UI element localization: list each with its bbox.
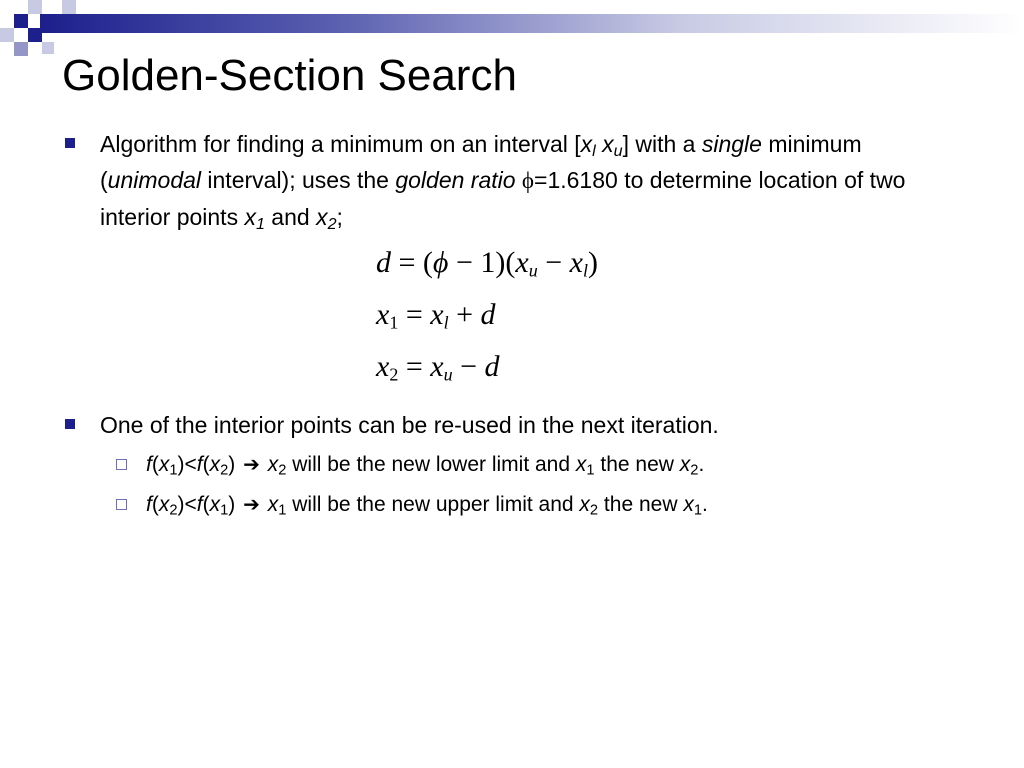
bullet-algorithm: Algorithm for finding a minimum on an interval [$x_l$ $x_u$] with a single minimum (unimodal interval); uses the golden ratio ϕ=1.6180 to determine location of two interior points $x_1$ and $x_2$; (62, 126, 962, 235)
bullet-reuse: One of the interior points can be re-used in the next iteration. (62, 407, 962, 443)
header-square (14, 42, 28, 56)
header-gradient-bar (40, 14, 1024, 33)
equation-d: $d = (\phi - 1)(x_u - x_l)$ (376, 246, 598, 281)
subbullet-lower-limit: $f(x_1)<f(x_2)$ ➔ $x_2$ will be the new lower limit and $x_1$ the new $x_2$. (62, 445, 962, 485)
hollow-square-bullet-icon (116, 459, 127, 470)
header-square (28, 0, 42, 14)
arrow-right-icon: ➔ (243, 494, 260, 516)
square-bullet-icon (65, 138, 75, 148)
equation-x1: $x_1 = x_l + d$ (376, 298, 496, 333)
arrow-right-icon: ➔ (243, 454, 260, 476)
subbullet-upper-limit: $f(x_2)<f(x_1)$ ➔ $x_1$ will be the new upper limit and $x_2$ the new $x_1$. (62, 485, 962, 525)
equation-x2: $x_2 = x_u - d$ (376, 350, 500, 385)
header-square (42, 42, 54, 54)
hollow-square-bullet-icon (116, 499, 127, 510)
slide-content (62, 126, 962, 525)
header-square (62, 0, 76, 14)
slide-title: Golden-Section Search (62, 51, 517, 100)
square-bullet-icon (65, 419, 75, 429)
header-square (0, 28, 14, 42)
equations-block (62, 237, 962, 393)
header-square (14, 14, 28, 28)
